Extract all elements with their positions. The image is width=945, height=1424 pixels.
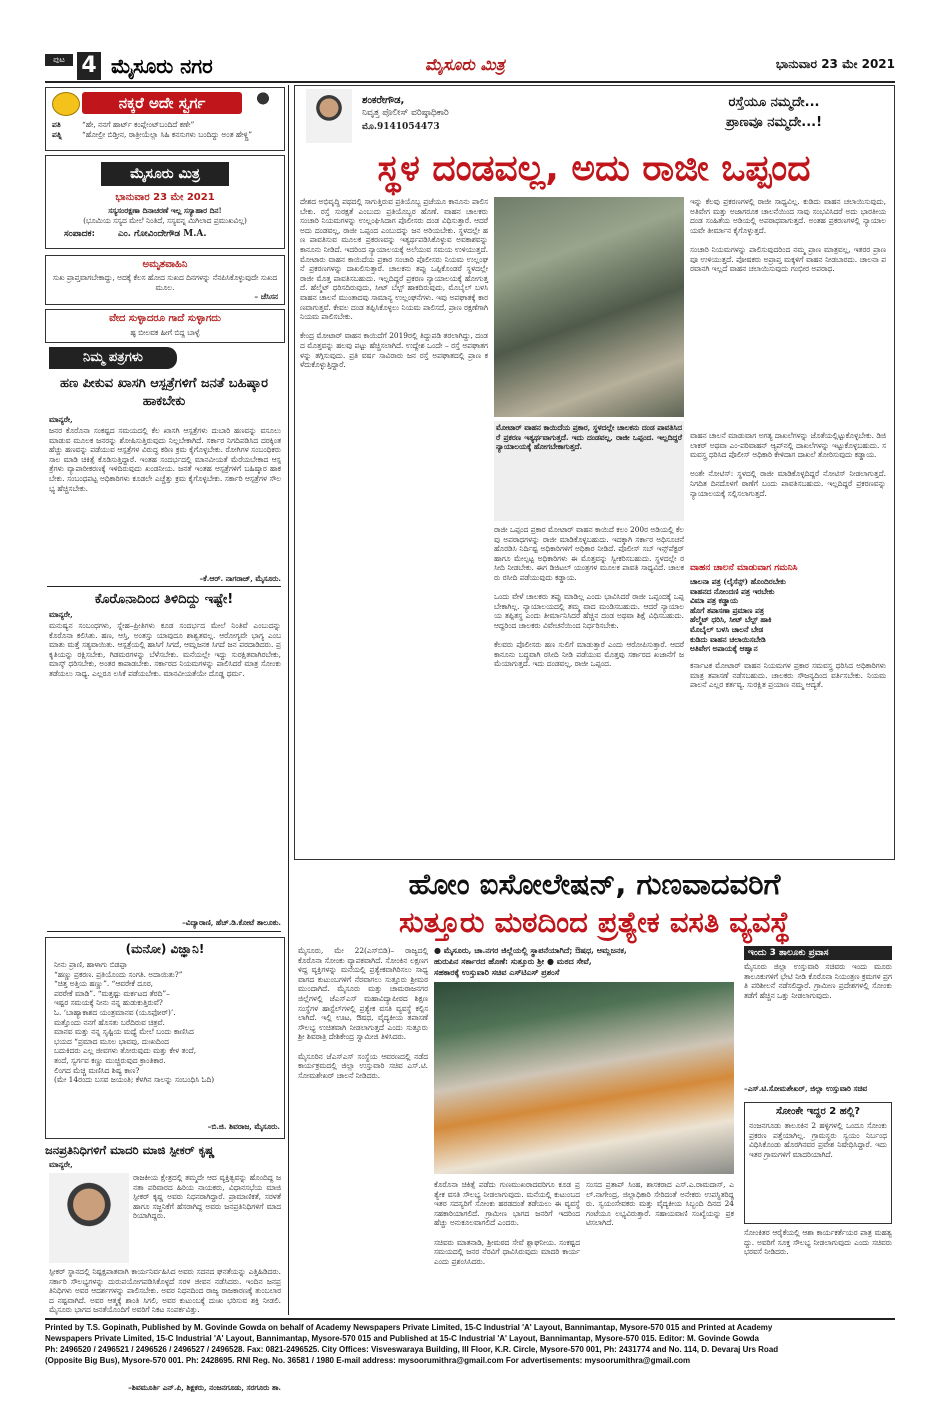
left-column bbox=[45, 85, 285, 1392]
divider bbox=[47, 586, 281, 587]
poem-body: ನೀನು ಪ್ರಾಣಿ, ಹಾಳಾಗು ಬಿಡಪ್ಪಾ “ಹಣ್ಣು ಪ್ರಕರಣ. ಪ್ರತಿಯೊಂದು ಸಂಗತಿ. ಅದಾಯಿತು?” “ಚಿತ್ತ ಅತ್ತಿಯ ಹಣ್ಣು”. “ಆವರೇಕೆ ದೂರ, ಪರರೇಕೆ ಮಾಡಿ”. “ಮತ್ತಷ್ಟು ಮರ್ಕಟದ ತೆರದಿ”– ಇಷ್ಟರ ಸಮಯಕ್ಕೆ ನೀನು ನನ್ನ ಹುಡುಕುತ್ತಿರುವೆ? ಓ. ‘ಬಾಹ್ಯಾಕಾಶದ ಯಂತ್ರಮಾನವ (ಯೂಫೋರ್)’. ಮತ್ತೊಂದು ನನಗೆ ಹೊಸತು ಬರೆದಿರುವ ಚಿತ್ರವೆ. ಮಾನವ ಮತ್ತು ನನ್ನ ಸೃಷ್ಟಿಯ ಮಧ್ಯೆ ಮೇಲೆ ಬಂದು ಕಾಣಿಸಿದ ಭಯದ “ಪ್ರಮಾದ ಮೂಲ ಭಾವವು, ದುಃಖದಿಂದ ಬದುಕಿದರು ಎಲ್ಲ ಜೀವಗಳು ತೋರುವುದು ಮತ್ತು ಕೇಳ ತಂದೆ, ತಂದೆ, ಸ್ವರ್ಗವ ಕಣ್ಣು ಮುಚ್ಚಿರುವುದ ಕ್ರಾಂತಿಕಾರ. ಲಿಂಗದ ಮೆಚ್ಚಿ ಮಣಿಸಿದ ಶಿಷ್ಯ ಕಾಣ? (ಮೇ 14ರಂದು ಬಸವ ಜಯಂತಿ; ಕೆಳಗಿನ ಸಾಲನ್ನು ಸಂಬಂಧಿಸಿ ಓದಿ) bbox=[54, 960, 215, 1085]
cartoon-icon bbox=[250, 90, 276, 118]
letter-2-body: ಮನುಷ್ಯನ ಸಂಬಂಧಗಳು, ಸ್ನೇಹ–ಪ್ರೀತಿಗಳು ಕೂಡ ಸಂದರ್ಭದ ಮೇಲೆ ನಿಂತಿವೆ ಎಂಬುದನ್ನು ಕೊರೊನಾ ಕಲಿಸಿತು. ಹಣ, ಆಸ್ತಿ, ಅಂತಸ್ತು ಯಾವುದೂ ಶಾಶ್ವತವಲ್ಲ. ಆರೋಗ್ಯವೇ ಭಾಗ್ಯ ಎಂಬ ಮಾತು ಮತ್ತೆ ಸತ್ಯವಾಯಿತು. ಆಸ್ಪತ್ರೆಯಲ್ಲಿ ಹಾಸಿಗೆ ಸಿಗದೆ, ಆಮ್ಲಜನಕ ಸಿಗದೆ ಜನ ಪರದಾಡಿದರು. ಪ್ರಕೃತಿಯನ್ನು ರಕ್ಷಿಸಬೇಕು, ಗಿಡಮರಗಳನ್ನು ಬೆಳೆಸಬೇಕು. ಮನೆಯಲ್ಲೇ ಇದ್ದು ಸುರಕ್ಷಿತವಾಗಿರಬೇಕು, ಮಾಸ್ಕ್ ಧರಿಸಬೇಕು, ಅಂತರ ಕಾಪಾಡಬೇಕು. ಸರ್ಕಾರದ ನಿಯಮಗಳನ್ನು ಪಾಲಿಸಿದರೆ ಮಾತ್ರ ಸೋಂಕು ತಡೆಯಲು ಸಾಧ್ಯ. ಎಲ್ಲರೂ ಲಸಿಕೆ ಪಡೆಯಬೇಕು. ಮಾನವೀಯತೆಯೇ ದೊಡ್ಡ ಧರ್ಮ. bbox=[49, 621, 284, 678]
letter-1-body: ಜನರ ಕೊರೊನಾ ಸಂಕಷ್ಟದ ಸಮಯದಲ್ಲಿ ಕೆಲ ಖಾಸಗಿ ಆಸ್ಪತ್ರೆಗಳು ದುಬಾರಿ ಹಣವನ್ನು ವಸೂಲು ಮಾಡುವ ಮೂಲಕ ಜನರನ್ನು ಶೋಷಿಸುತ್ತಿರುವುದು ನಿಲ್ಲಬೇಕಾಗಿದೆ. ಸರ್ಕಾರ ನಿಗದಿಪಡಿಸಿದ ದರಕ್ಕಿಂತ ಹೆಚ್ಚು ಹಣವನ್ನು ಪಡೆಯುವ ಆಸ್ಪತ್ರೆಗಳ ವಿರುದ್ಧ ಕಠಿಣ ಕ್ರಮ ಕೈಗೊಳ್ಳಬೇಕು. ರೋಗಿಗಳ ಸಂಬಂಧಿಕರು ಸಾಲ ಮಾಡಿ ಚಿಕಿತ್ಸೆ ಕೊಡಿಸುತ್ತಿದ್ದಾರೆ. ಇಂತಹ ಸಂದರ್ಭದಲ್ಲಿ ಮಾನವೀಯತೆ ಮೆರೆಯಬೇಕಾದ ಆಸ್ಪತ್ರೆಗಳು ವ್ಯಾಪಾರೀಕರಣಕ್ಕೆ ಇಳಿದಿರುವುದು ಖಂಡನೀಯ. ಜನತೆ ಇಂತಹ ಆಸ್ಪತ್ರೆಗಳಿಗೆ ಬಹಿಷ್ಕಾರ ಹಾಕಬೇಕು. ಸಂಬಂಧಪಟ್ಟ ಅಧಿಕಾರಿಗಳು ಕೂಡಲೇ ಎಚ್ಚೆತ್ತು ಕ್ರಮ ಕೈಗೊಳ್ಳಬೇಕು. ಸರ್ಕಾರಿ ಆಸ್ಪತ್ರೆಗಳ ಸೌಲಭ್ಯ ಹೆಚ್ಚಿಸಬೇಕು. bbox=[49, 426, 284, 493]
quote-author: – ಚೆಸಿಸನ bbox=[254, 292, 278, 301]
story-2-sub-1: ● ಮೈಸೂರು, ಚಾ.ನಗರ ಜಿಲ್ಲೆಯಲ್ಲಿ ಸ್ಥಾಪನೆಯಾಗಿದೆ; ಔಷಧ, ಆಮ್ಲಜನಕ, bbox=[434, 945, 627, 955]
checklist-item: ಚಾಲನಾ ಪತ್ರ (ಲೈಸೆನ್ಸ್) ಹೊಂದಿರಬೇಕು bbox=[690, 577, 786, 586]
tagline-1: ರಸ್ತೆಯೂ ನಮ್ಮದೇ... bbox=[728, 95, 820, 110]
top-story-col-4: ವಾಹನ ಚಾಲನೆ ಮಾಡುವಾಗ ಅಗತ್ಯ ದಾಖಲೆಗಳನ್ನು ಜೊತೆಯಲ್ಲಿಟ್ಟುಕೊಳ್ಳಬೇಕು. ಡಿಜಿ ಲಾಕರ್ ಅಥವಾ ಎಂ-ಪರಿವಾಹನ್ ಆ್ಯಪ್‌ನಲ್ಲಿ ದಾಖಲೆಗಳನ್ನು ಇಟ್ಟುಕೊಳ್ಳಬಹುದು. ಸಮವಸ್ತ್ರ ಧರಿಸಿದ ಪೊಲೀಸ್ ಅಧಿಕಾರಿ ಕೇಳಿದಾಗ ದಾಖಲೆ ತೋರಿಸುವುದು ಕಡ್ಡಾಯ. ಅಂತೇ ನೋಟಿಸ್: ಸ್ಥಳದಲ್ಲಿ ರಾಜೀ ಮಾಡಿಕೊಳ್ಳದಿದ್ದರೆ ನೋಟಿಸ್ ನೀಡಲಾಗುತ್ತದೆ. ನಿಗದಿತ ದಿನದೊಳಗೆ ಠಾಣೆಗೆ ಬಂದು ಪಾವತಿಸಬಹುದು. ಇಲ್ಲದಿದ್ದರೆ ಪ್ರಕರಣವನ್ನು ನ್ಯಾಯಾಲಯಕ್ಕೆ ಸಲ್ಲಿಸಲಾಗುತ್ತದೆ. bbox=[690, 431, 886, 498]
top-story-col-1: ದೇಶದ ಅಭಿವೃದ್ಧಿ ಪಥದಲ್ಲಿ ಸಾಗುತ್ತಿರುವ ಪ್ರತಿಯೊಬ್ಬ ಪ್ರಜೆಯೂ ಕಾನೂನು ಪಾಲಿಸಬೇಕು. ರಸ್ತೆ ಸುರಕ್ಷತೆ ಎಂಬುದು ಪ್ರತಿಯೊಬ್ಬರ ಹೊಣೆ. ವಾಹನ ಚಾಲಕರು ಸಂಚಾರಿ ನಿಯಮಗಳನ್ನು ಉಲ್ಲಂಘಿಸಿದಾಗ ಪೊಲೀಸರು ದಂಡ ವಿಧಿಸುತ್ತಾರೆ. ಆದರೆ ಅದು ದಂಡವಲ್ಲ, ರಾಜೀ ಒಪ್ಪಂದ ಎಂಬುದನ್ನು ಜನ ಅರಿಯಬೇಕು. ಸ್ಥಳದಲ್ಲೇ ಹಣ ಪಾವತಿಸುವ ಮೂಲಕ ಪ್ರಕರಣವನ್ನು ಇತ್ಯರ್ಥಪಡಿಸಿಕೊಳ್ಳುವ ಅವಕಾಶವನ್ನು ಕಾನೂನು ನೀಡಿದೆ. ಇದರಿಂದ ನ್ಯಾಯಾಲಯಕ್ಕೆ ಅಲೆಯುವ ಸಮಯ ಉಳಿಯುತ್ತದೆ. ಮೋಟಾರು ವಾಹನ ಕಾಯಿದೆಯ ಪ್ರಕಾರ ಸಂಚಾರಿ ಪೊಲೀಸರು ನಿಯಮ ಉಲ್ಲಂಘನೆ ಪ್ರಕರಣಗಳನ್ನು ದಾಖಲಿಸುತ್ತಾರೆ. ಚಾಲಕನು ತಪ್ಪು ಒಪ್ಪಿಕೊಂಡರೆ ಸ್ಥಳದಲ್ಲೇ ರಾಜೀ ಮೊತ್ತ ಪಾವತಿಸಬಹುದು. ಇಲ್ಲದಿದ್ದರೆ ಪ್ರಕರಣ ನ್ಯಾಯಾಲಯಕ್ಕೆ ಹೋಗುತ್ತದೆ. ಹೆಲ್ಮೆಟ್ ಧರಿಸದಿರುವುದು, ಸೀಟ್ ಬೆಲ್ಟ್ ಹಾಕದಿರುವುದು, ಮೊಬೈಲ್ ಬಳಸಿ ವಾಹನ ಚಾಲನೆ ಮುಂತಾದವು ಸಾಮಾನ್ಯ ಉಲ್ಲಂಘನೆಗಳು. ಇವು ಅಪಘಾತಕ್ಕೆ ಕಾರಣವಾಗುತ್ತವೆ. ಕೇವಲ ದಂಡ ತಪ್ಪಿಸಿಕೊಳ್ಳಲು ನಿಯಮ ಪಾಲಿಸದೆ, ಪ್ರಾಣ ರಕ್ಷಣೆಗಾಗಿ ನಿಯಮ ಪಾಲಿಸಬೇಕು. ಕೇಂದ್ರ ಮೋಟಾರ್ ವಾಹನ ಕಾಯಿದೆಗೆ 2019ರಲ್ಲಿ ತಿದ್ದುಪಡಿ ತರಲಾಗಿದ್ದು, ದಂಡದ ಮೊತ್ತವನ್ನು ಹಲವು ಪಟ್ಟು ಹೆಚ್ಚಿಸಲಾಗಿದೆ. ಉದ್ದೇಶ ಒಂದೇ – ರಸ್ತೆ ಅಪಘಾತಗಳನ್ನು ತಗ್ಗಿಸುವುದು. ಪ್ರತಿ ವರ್ಷ ಸಾವಿರಾರು ಜನ ರಸ್ತೆ ಅಪಘಾತದಲ್ಲಿ ಪ್ರಾಣ ಕಳೆದುಕೊಳ್ಳುತ್ತಿದ್ದಾರೆ. bbox=[300, 197, 488, 370]
masthead-line-2: (ಭೂಮಿಯ ಸಸ್ಯದ ಮೇಲೆ ನಿಂತಿದೆ, ಸಸ್ಯವನ್ನ ಮಿಗಿಲಾದ ಪ್ರಮುಖವಿಲ್ಲ) bbox=[83, 216, 247, 225]
joke-box bbox=[45, 87, 285, 151]
side-box-text: ಮೈಸೂರು ಜಿಲ್ಲಾ ಉಸ್ತುವಾರಿ ಸಚಿವರು ಇಂದು ಮೂರು ತಾಲೂಕುಗಳಿಗೆ ಭೇಟಿ ನೀಡಿ ಕೊರೊನಾ ನಿಯಂತ್ರಣ ಕ್ರಮಗಳ ಪ್ರಗತಿ ಪರಿಶೀಲನೆ ನಡೆಸಲಿದ್ದಾರೆ. ಗ್ರಾಮೀಣ ಪ್ರದೇಶಗಳಲ್ಲಿ ಸೋಂಕು ತಡೆಗೆ ಹೆಚ್ಚಿನ ಒತ್ತು ನೀಡಲಾಗುವುದು. bbox=[744, 962, 895, 1000]
story-2-sub-2: ಹುರುಪಿನ ಸರ್ಕಾರದ ಹೊಣೆ: ಸುತ್ತೂರು ಶ್ರೀ ● ಮಠದ ಸೇವೆ, bbox=[434, 956, 592, 966]
letter-2-title: ಕೊರೊನಾದಿಂದ ತಿಳಿದಿದ್ದು ಇಷ್ಟೇ! bbox=[94, 592, 234, 607]
joke-speaker-2: ಪತ್ನಿ bbox=[52, 130, 62, 139]
masthead: ಮೈಸೂರು ಮಿತ್ರ bbox=[425, 55, 505, 74]
checklist-item: ಹೊಗೆ ತಪಾಸಣಾ ಪ್ರಮಾಣ ಪತ್ರ bbox=[690, 605, 764, 615]
headline-part-1: ಸ್ಥಳ ದಂಡವಲ್ಲ, ಅದು bbox=[377, 148, 643, 189]
proverb-box bbox=[45, 309, 285, 343]
story-2-headline-2: ಸುತ್ತೂರು ಮಠದಿಂದ ಪ್ರತ್ಯೇಕ ವಸತಿ ವ್ಯವಸ್ಥೆ bbox=[398, 905, 791, 939]
letter-1-salutation: ಮಾನ್ಯರೇ, bbox=[49, 415, 73, 424]
villages-box-title: ಸೋಂಕೇ ಇದ್ದರ 2 ಹಲ್ಲಿ? bbox=[775, 1106, 861, 1117]
top-story bbox=[294, 85, 895, 860]
tagline-2: ಪ್ರಾಣವೂ ನಮ್ಮದೇ...! bbox=[725, 115, 823, 130]
laughing-face-icon bbox=[52, 92, 80, 116]
author-role: ನಿವೃತ್ತ ಪೊಲೀಸ್ ವರಿಷ್ಠಾಧಿಕಾರಿ bbox=[362, 108, 449, 118]
page-header bbox=[45, 52, 895, 82]
divider bbox=[47, 931, 281, 932]
quote-box bbox=[45, 255, 285, 305]
masthead-line-1: ಸಸ್ಯಸಂರಕ್ಷಣಾ ದಿನಾಚರಣೆ ಇಲ್ಲ ಸಸ್ಯಾಹಾರ ದಿನ! bbox=[108, 206, 222, 215]
top-story-col-2: ರಾಜೀ ಒಪ್ಪಂದ ಪ್ರಕಾರ ಮೋಟಾರ್ ವಾಹನ ಕಾಯಿದೆ ಕಲಂ 200ರ ಅಡಿಯಲ್ಲಿ ಕೆಲವು ಅಪರಾಧಗಳನ್ನು ರಾಜೀ ಮಾಡಿಕೊಳ್ಳಬಹುದು. ಇದಕ್ಕಾಗಿ ಸರ್ಕಾರ ಅಧಿಸೂಚನೆ ಹೊರಡಿಸಿ ನಿರ್ದಿಷ್ಟ ಅಧಿಕಾರಿಗಳಿಗೆ ಅಧಿಕಾರ ನೀಡಿದೆ. ಪೊಲೀಸ್ ಸಬ್ ಇನ್ಸ್‌ಪೆಕ್ಟರ್ ಹಾಗೂ ಮೇಲ್ಪಟ್ಟ ಅಧಿಕಾರಿಗಳು ಈ ಮೊತ್ತವನ್ನು ಸ್ವೀಕರಿಸಬಹುದು. ಸ್ಥಳದಲ್ಲೇ ರಸೀದಿ ನೀಡಬೇಕು. ಈಗ ಡಿಜಿಟಲ್ ಯಂತ್ರಗಳ ಮೂಲಕ ಪಾವತಿ ಸಾಧ್ಯವಿದೆ. ಚಾಲಕರು ರಸೀದಿ ಪಡೆಯುವುದು ಕಡ್ಡಾಯ. ಒಂದು ವೇಳೆ ಚಾಲಕರು ತಪ್ಪು ಮಾಡಿಲ್ಲ ಎಂದು ಭಾವಿಸಿದರೆ ರಾಜೀ ಒಪ್ಪಂದಕ್ಕೆ ಒಪ್ಪಬೇಕಾಗಿಲ್ಲ. ನ್ಯಾಯಾಲಯದಲ್ಲಿ ತಮ್ಮ ವಾದ ಮಂಡಿಸಬಹುದು. ಆದರೆ ನ್ಯಾಯಾಲಯ ತಪ್ಪಿತಸ್ಥ ಎಂದು ತೀರ್ಮಾನಿಸಿದರೆ ಹೆಚ್ಚಿನ ದಂಡ ಅಥವಾ ಶಿಕ್ಷೆ ವಿಧಿಸಬಹುದು. ಆದ್ದರಿಂದ ಚಾಲಕರು ವಿವೇಚನೆಯಿಂದ ನಿರ್ಧರಿಸಬೇಕು. ಕೆಲವರು ಪೊಲೀಸರು ಹಣ ಸುಲಿಗೆ ಮಾಡುತ್ತಾರೆ ಎಂದು ಆರೋಪಿಸುತ್ತಾರೆ. ಆದರೆ ಕಾನೂನು ಬದ್ಧವಾಗಿ ರಸೀದಿ ನೀಡಿ ಪಡೆಯುವ ಮೊತ್ತವು ಸರ್ಕಾರದ ಖಜಾನೆಗೆ ಜಮೆಯಾಗುತ್ತದೆ. ಇದು ದಂಡವಲ್ಲ, ರಾಜೀ ಒಪ್ಪಂದ. bbox=[494, 525, 684, 669]
checklist-item: ಹೆಲ್ಮೆಟ್ ಧರಿಸಿ, ಸೀಟ್ ಬೆಲ್ಟ್ ಹಾಕಿ bbox=[690, 615, 772, 625]
second-story bbox=[294, 866, 895, 1315]
proverb-text: ಹ್ಳ ಬೀಲವಕ ಹೀಗೆ ಬಿದ್ದ ಬಾಳ್ಳೆ bbox=[130, 328, 200, 337]
footer-rule bbox=[45, 1318, 895, 1320]
masthead-date: ಭಾನುವಾರ 23 ಮೇ 2021 bbox=[115, 192, 215, 203]
checklist-item: ವಿಮಾ ಪತ್ರ ಕಡ್ಡಾಯ bbox=[690, 596, 738, 606]
checklist-item: ಮೊಬೈಲ್ ಬಳಸಿ ಚಾಲನೆ ಬೇಡ bbox=[690, 624, 764, 634]
story-2-col-3: ಸಂಸದ ಪ್ರತಾಪ್ ಸಿಂಹ, ಶಾಸಕರಾದ ಎಸ್.ಎ.ರಾಮದಾಸ್, ಎಲ್.ನಾಗೇಂದ್ರ, ಜಿಲ್ಲಾಧಿಕಾರಿ ಸೇರಿದಂತೆ ಅನೇಕರು ಉಪಸ್ಥಿತರಿದ್ದರು. ಸ್ವಯಂಸೇವಕರು ಮತ್ತು ವೈದ್ಯಕೀಯ ಸಿಬ್ಬಂದಿ ದಿನದ 24 ಗಂಟೆಯೂ ಲಭ್ಯವಿರುತ್ತಾರೆ. ಸಹಾಯವಾಣಿ ಸಂಖ್ಯೆಯನ್ನು ಪ್ರಕಟಿಸಲಾಗಿದೆ. bbox=[586, 1180, 737, 1228]
photo-caption: ಮೋಟಾರ್ ವಾಹನ ಕಾಯಿದೆಯ ಪ್ರಕಾರ, ಸ್ಥಳದಲ್ಲೇ ಚಾಲಕನು ದಂಡ ಪಾವತಿಸಿದರೆ ಪ್ರಕರಣ ಇತ್ಯರ್ಥವಾಗುತ್ತದೆ. ಇದು ದಂಡವಲ್ಲ, ರಾಜೀ ಒಪ್ಪಂದ. ಇಲ್ಲದಿದ್ದರೆ ನ್ಯಾಯಾಲಯಕ್ಕೆ ಹೋಗಬೇಕಾಗುತ್ತದೆ. bbox=[494, 421, 684, 521]
page-number: 4 bbox=[77, 52, 101, 80]
imprint-line-2: Newspapers Private Limited, 15-C Industrial 'A' Layout, Bannimantap, Mysore-570 015 and Published at 15-C Industrial 'A' Layout, Bannimantap, Mysore-570 015. Editor: M. Govinde Gowda bbox=[45, 1334, 759, 1343]
author-phone: ಮೊ.9141054473 bbox=[362, 122, 440, 132]
portrait-photo bbox=[49, 1173, 129, 1263]
masthead-box bbox=[45, 155, 285, 249]
letter-3-body-right: ರಾಜಕೀಯ ಕ್ಷೇತ್ರದಲ್ಲಿ ತಮ್ಮದೇ ಆದ ವ್ಯಕ್ತಿತ್ವವನ್ನು ಹೊಂದಿದ್ದ ಜನತಾ ಪರಿವಾರದ ಹಿರಿಯ ನಾಯಕರು, ವಿಧಾನಸಭೆಯ ಮಾಜಿ ಸ್ಪೀಕರ್ ಕೃಷ್ಣ ಅವರು ನಿಧನರಾಗಿದ್ದಾರೆ. ಪ್ರಾಮಾಣಿಕತೆ, ಸರಳತೆ ಹಾಗೂ ಸಜ್ಜನಿಕೆಗೆ ಹೆಸರಾಗಿದ್ದ ಅವರು ಜನಪ್ರತಿನಿಧಿಗಳಿಗೆ ಮಾದರಿಯಾಗಿದ್ದರು. bbox=[133, 1173, 284, 1221]
quote-title: ಅಮೃತವಾಹಿನಿ bbox=[142, 259, 188, 270]
quote-text: ಸುಖ ಪ್ರಾಪ್ತವಾಗಬೇಕಾದ್ದು, ಅದಕ್ಕೆ ಕೆಲಸ ಹೋದ ಸುಖದ ದಿನಗಳನ್ನು ನೆನಪಿಸಿಕೊಳ್ಳುವುದೇ ಸುಖದ ಮೂಲ. bbox=[52, 273, 280, 292]
letter-2-salutation: ಮಾನ್ಯರೇ, bbox=[49, 610, 73, 619]
editor-name: ಎಂ. ಗೋವಿಂದೇಗೌಡ M.A. bbox=[118, 229, 207, 239]
author-name: ಶಂಕರೇಗೌಡ, bbox=[362, 95, 405, 106]
imprint-line-4: (Opposite Big Bus), Mysore-570 001. Ph: 2428695. RNI Reg. No. 36581 / 1980 E-mail address: mysoorumithra@gmail.com For advertisements: mysoorumithra@gmail.com bbox=[45, 1356, 691, 1365]
joke-speaker-1: ಪತಿ bbox=[52, 120, 61, 129]
joke-line-1: “ಹೇ, ನನಗೆ ಹಾರ್ಟ್ ಕಂಪ್ಲೇಂಟ್‌ಬಂದಿದೆ ಕಣೇ” bbox=[82, 120, 195, 129]
proverb-title: ವೇದ ಸುಳ್ಳಾದರೂ ಗಾದೆ ಸುಳ್ಳಾಗದು bbox=[109, 313, 221, 324]
poem-title: (ಮನೋ) ವಿಜ್ಞಾನಿ! bbox=[125, 942, 205, 956]
story-2-col-2: ಕೊರೊನಾ ಚಿಕಿತ್ಸೆ ಪಡೆದು ಗುಣಮುಖರಾದವರಿಗೂ ಕೂಡ ಪ್ರತ್ಯೇಕ ವಸತಿ ಸೌಲಭ್ಯ ನೀಡಲಾಗುವುದು. ಮನೆಯಲ್ಲಿ ಕುಟುಂಬದ ಇತರ ಸದಸ್ಯರಿಗೆ ಸೋಂಕು ಹರಡದಂತೆ ತಡೆಯಲು ಈ ವ್ಯವಸ್ಥೆ ಸಹಕಾರಿಯಾಗಲಿದೆ. ಗ್ರಾಮೀಣ ಭಾಗದ ಜನರಿಗೆ ಇದರಿಂದ ಹೆಚ್ಚು ಅನುಕೂಲವಾಗಲಿದೆ ಎಂದರು. ಸಚಿವರು ಮಾತನಾಡಿ, ಶ್ರೀಮಠದ ಸೇವೆ ಶ್ಲಾಘನೀಯ. ಸಂಕಷ್ಟದ ಸಮಯದಲ್ಲಿ ಜನರ ನೆರವಿಗೆ ಧಾವಿಸಿರುವುದು ಮಾದರಿ ಕಾರ್ಯ ಎಂದು ಪ್ರಶಂಸಿಸಿದರು. bbox=[434, 1180, 580, 1266]
imprint-line-1: Printed by T.S. Gopinath, Published by M. Govinde Gowda on behalf of Academy Newspapers Private Limited, 15-C Industrial 'A' Layout, Bannimantap, Mysore-570 015 and Printed at Academy bbox=[45, 1323, 773, 1332]
headline-part-2: ರಾಜೀ ಒಪ್ಪಂದ bbox=[642, 148, 811, 189]
traffic-police-photo bbox=[494, 197, 684, 417]
top-story-col-4b: ಕರ್ನಾಟಕ ಮೋಟಾರ್ ವಾಹನ ನಿಯಮಗಳ ಪ್ರಕಾರ ಸಮವಸ್ತ್ರ ಧರಿಸಿದ ಅಧಿಕಾರಿಗಳು ಮಾತ್ರ ತಪಾಸಣೆ ನಡೆಸಬಹುದು. ಚಾಲಕರು ಸೌಜನ್ಯದಿಂದ ವರ್ತಿಸಬೇಕು. ನಿಯಮ ಪಾಲನೆ ಎಲ್ಲರ ಕರ್ತವ್ಯ. ಸುರಕ್ಷಿತ ಪ್ರಯಾಣ ನಮ್ಮ ಆದ್ಯತೆ. bbox=[690, 661, 889, 690]
villages-box-text: ನಂಜನಗೂಡು ತಾಲೂಕಿನ 2 ಹಳ್ಳಿಗಳಲ್ಲಿ ಒಂದೂ ಸೋಂಕು ಪ್ರಕರಣ ಪತ್ತೆಯಾಗಿಲ್ಲ. ಗ್ರಾಮಸ್ಥರು ಸ್ವಯಂ ನಿರ್ಬಂಧ ವಿಧಿಸಿಕೊಂಡು ಹೊರಗಿನವರ ಪ್ರವೇಶ ನಿಷೇಧಿಸಿದ್ದಾರೆ. ಇದು ಇತರ ಗ್ರಾಮಗಳಿಗೆ ಮಾದರಿಯಾಗಿದೆ. bbox=[749, 1121, 890, 1159]
checklist bbox=[690, 577, 886, 654]
letter-3-sign: –ಶಿವಮೂರ್ತಿ ಎನ್.ಪಿ, ಶಿಕ್ಷಕರು, ನಂಜನಗೂಡು, ಸರಗೂರು ತಾ. bbox=[128, 1383, 281, 1392]
headline bbox=[298, 147, 890, 191]
author-photo bbox=[306, 89, 352, 143]
poem-sign: –ಬಿ.ಜಿ. ಶಿವರಾಜ, ಮೈಸೂರು. bbox=[207, 1122, 280, 1131]
masthead-logo: ಮೈಸೂರು ಮಿತ್ರ bbox=[101, 162, 229, 186]
checklist-item: ಕುಡಿದು ವಾಹನ ಚಲಾಯಿಸಬೇಡಿ bbox=[690, 634, 766, 644]
side-box-sign: –ಎಸ್.ಟಿ.ಸೋಮಶೇಖರ್, ಜಿಲ್ಲಾ ಉಸ್ತುವಾರಿ ಸಚಿವ bbox=[744, 1084, 868, 1093]
joke-title: ನಕ್ಕರೆ ಅದೇ ಸ್ವರ್ಗ bbox=[82, 92, 242, 114]
checklist-item: ವಾಹನದ ನೋಂದಣಿ ಪತ್ರ ಇರಬೇಕು bbox=[690, 586, 775, 596]
section-title: ಮೈಸೂರು ನಗರ bbox=[111, 54, 213, 78]
page-label: ಪುಟ bbox=[45, 54, 73, 66]
letter-1-title: ಹಣ ಪೀಕುವ ಖಾಸಗಿ ಆಸ್ಪತ್ರೆಗಳಿಗೆ ಜನತೆ ಬಹಿಷ್ಕಾರ ಹಾಕಬೇಕು bbox=[59, 376, 269, 409]
letters-section-title: ನಿಮ್ಮ ಪತ್ರಗಳು bbox=[49, 347, 177, 369]
side-tail-text: ಸೋಂಕಿತರ ಆರೈಕೆಯಲ್ಲಿ ಆಶಾ ಕಾರ್ಯಕರ್ತೆಯರ ಪಾತ್ರ ಮಹತ್ವದ್ದು. ಅವರಿಗೆ ಸೂಕ್ತ ಸೌಲಭ್ಯ ನೀಡಲಾಗುವುದು ಎಂದು ಸಚಿವರು ಭರವಸೆ ನೀಡಿದರು. bbox=[744, 1228, 895, 1257]
letter-3-title: ಜನಪ್ರತಿನಿಧಿಗಳಿಗೆ ಮಾದರಿ ಮಾಜಿ ಸ್ಪೀಕರ್ ಕೃಷ್ಣ bbox=[45, 1143, 215, 1157]
checklist-item: ಅತಿವೇಗ ಅಪಾಯಕ್ಕೆ ಆಹ್ವಾನ bbox=[690, 644, 758, 654]
letter-3-body: ಸ್ಪೀಕರ್ ಸ್ಥಾನದಲ್ಲಿ ನಿಷ್ಪಕ್ಷಪಾತವಾಗಿ ಕಾರ್ಯನಿರ್ವಹಿಸಿದ ಅವರು ಸದನದ ಘನತೆಯನ್ನು ಎತ್ತಿಹಿಡಿದರು. ಸರ್ಕಾರಿ ಸೌಲಭ್ಯಗಳನ್ನು ದುರುಪಯೋಗಪಡಿಸಿಕೊಳ್ಳದೆ ಸರಳ ಜೀವನ ನಡೆಸಿದರು. ಇಂದಿನ ಜನಪ್ರತಿನಿಧಿಗಳು ಅವರ ಆದರ್ಶಗಳನ್ನು ಪಾಲಿಸಬೇಕು. ಅವರ ನಿಧನದಿಂದ ರಾಜ್ಯ ರಾಜಕಾರಣಕ್ಕೆ ತುಂಬಲಾರದ ನಷ್ಟವಾಗಿದೆ. ಅವರ ಆತ್ಮಕ್ಕೆ ಶಾಂತಿ ಸಿಗಲಿ, ಅವರ ಕುಟುಂಬಕ್ಕೆ ದುಃಖ ಭರಿಸುವ ಶಕ್ತಿ ನೀಡಲಿ. ಮೈಸೂರು ಭಾಗದ ಜನತೆಯೊಂದಿಗೆ ಅವರಿಗೆ ನಿಕಟ ಸಂಪರ್ಕವಿತ್ತು. bbox=[49, 1267, 284, 1315]
imprint-line-3: Ph: 2496520 / 2496521 / 2496526 / 2496527 / 2496528. Fax: 0821-2496525. City Offices: Visveswaraya Building, III Floor, K.R. Circle, Mysore-570 001, Ph: 2431774 and No. 114, D. Devaraj Urs Road bbox=[45, 1345, 779, 1354]
header-date: ಭಾನುವಾರ 23 ಮೇ 2021 bbox=[775, 57, 895, 71]
editor-label: ಸಂಪಾದಕ: bbox=[64, 229, 95, 239]
checklist-title: ವಾಹನ ಚಾಲನೆ ಮಾಡುವಾಗ ಗಮನಿಸಿ bbox=[690, 563, 798, 573]
joke-line-2: “ಹೋಲ್ರೀ ಬಿಡ್ತೀನ, ರಾತ್ರೀಯೆಲ್ಲಾ ಸಿಹಿ ಕನಸುಗಳು ಬಂದಿದ್ದು ಅಂತ ಹೇಳ್ದ್ರಿ” bbox=[82, 130, 253, 139]
story-2-sub-3: ಸಹಕಾರಕ್ಕೆ ಉಸ್ತುವಾರಿ ಸಚಿವ ಎಸ್‌ಟಿಎಸ್ ಪ್ರಶಂಸೆ bbox=[434, 967, 560, 977]
press-conference-photo bbox=[434, 982, 734, 1174]
side-box-title: ಇಂದು 3 ತಾಲೂಕು ಪ್ರವಾಸ bbox=[744, 946, 892, 960]
story-2-col-1: ಮೈಸೂರು, ಮೇ 22(ಎಸ್‌ಬಿಡಿ)– ರಾಜ್ಯದಲ್ಲಿ ಕೊರೊನಾ ಸೋಂಕು ವ್ಯಾಪಕವಾಗಿದೆ. ಸೋಂಕಿನ ಲಕ್ಷಣಗಳಿದ್ದ ವ್ಯಕ್ತಿಗಳನ್ನು ಮನೆಯಲ್ಲಿ ಪ್ರತ್ಯೇಕವಾಗಿರಿಸಲು ಸಾಧ್ಯವಾಗದ ಕುಟುಂಬಗಳಿಗೆ ನೆರವಾಗಲು ಸುತ್ತೂರು ಶ್ರೀಮಠ ಮುಂದಾಗಿದೆ. ಮೈಸೂರು ಮತ್ತು ಚಾಮರಾಜನಗರ ಜಿಲ್ಲೆಗಳಲ್ಲಿ ಜೆಎಸ್‌ಎಸ್ ಮಹಾವಿದ್ಯಾಪೀಠದ ಶಿಕ್ಷಣ ಸಂಸ್ಥೆಗಳ ಹಾಸ್ಟೆಲ್‌ಗಳಲ್ಲಿ ಪ್ರತ್ಯೇಕ ವಸತಿ ವ್ಯವಸ್ಥೆ ಕಲ್ಪಿಸಲಾಗಿದೆ. ಇಲ್ಲಿ ಊಟ, ಔಷಧ, ವೈದ್ಯಕೀಯ ತಪಾಸಣೆ ಸೌಲಭ್ಯ ಉಚಿತವಾಗಿ ನೀಡಲಾಗುತ್ತದೆ ಎಂದು ಸುತ್ತೂರು ಶ್ರೀ ಶಿವರಾತ್ರಿ ದೇಶಿಕೇಂದ್ರ ಸ್ವಾಮೀಜಿ ತಿಳಿಸಿದರು. ಮೈಸೂರಿನ ಜೆಎಸ್‌ಎಸ್ ಸಂಸ್ಥೆಯ ಆವರಣದಲ್ಲಿ ನಡೆದ ಕಾರ್ಯಕ್ರಮದಲ್ಲಿ ಜಿಲ್ಲಾ ಉಸ್ತುವಾರಿ ಸಚಿವ ಎಸ್.ಟಿ.ಸೋಮಶೇಖರ್ ಚಾಲನೆ ನೀಡಿದರು. bbox=[298, 946, 428, 1080]
top-story-col-3: ಇನ್ನು ಕೆಲವು ಪ್ರಕರಣಗಳಲ್ಲಿ ರಾಜೀ ಸಾಧ್ಯವಿಲ್ಲ. ಕುಡಿದು ವಾಹನ ಚಲಾಯಿಸುವುದು, ಅತಿವೇಗ ಮತ್ತು ಅಜಾಗರೂಕ ಚಾಲನೆಯಿಂದ ಸಾವು ಸಂಭವಿಸಿದರೆ ಅದು ಭಾರತೀಯ ದಂಡ ಸಂಹಿತೆಯ ಅಡಿಯಲ್ಲಿ ಅಪರಾಧವಾಗುತ್ತದೆ. ಅಂತಹ ಪ್ರಕರಣಗಳಲ್ಲಿ ನ್ಯಾಯಾಲಯವೇ ತೀರ್ಮಾನ ಕೈಗೊಳ್ಳುತ್ತದೆ. ಸಂಚಾರಿ ನಿಯಮಗಳನ್ನು ಪಾಲಿಸುವುದರಿಂದ ನಮ್ಮ ಪ್ರಾಣ ಮಾತ್ರವಲ್ಲ, ಇತರರ ಪ್ರಾಣವೂ ಉಳಿಯುತ್ತದೆ. ಪೋಷಕರು ಅಪ್ರಾಪ್ತ ಮಕ್ಕಳಿಗೆ ವಾಹನ ನೀಡಬಾರದು. ಚಾಲನಾ ಪರವಾನಗಿ ಇಲ್ಲದೆ ವಾಹನ ಚಲಾಯಿಸುವುದು ಗಂಭೀರ ಅಪರಾಧ. bbox=[690, 197, 886, 274]
imprint bbox=[45, 1322, 895, 1366]
letter-3-salutation: ಮಾನ್ಯರೇ, bbox=[49, 1160, 73, 1169]
column-divider bbox=[288, 85, 289, 1315]
header-rule bbox=[45, 81, 895, 83]
letter-2-sign: –ವಿದ್ಯಾರಾಣಿ, ಹೆಚ್.ಡಿ.ಕೋಟೆ ತಾಲೂಕು. bbox=[182, 918, 281, 927]
poem-box bbox=[45, 937, 285, 1139]
story-2-headline-1: ಹೋಂ ಐಸೋಲೇಷನ್, ಗುಣವಾದವರಿಗೆ bbox=[408, 867, 781, 901]
villages-box bbox=[744, 1102, 892, 1224]
letter-1-sign: –ಕೆ.ಆರ್. ನಾಗರಾಜ್, ಮೈಸೂರು. bbox=[199, 574, 281, 583]
